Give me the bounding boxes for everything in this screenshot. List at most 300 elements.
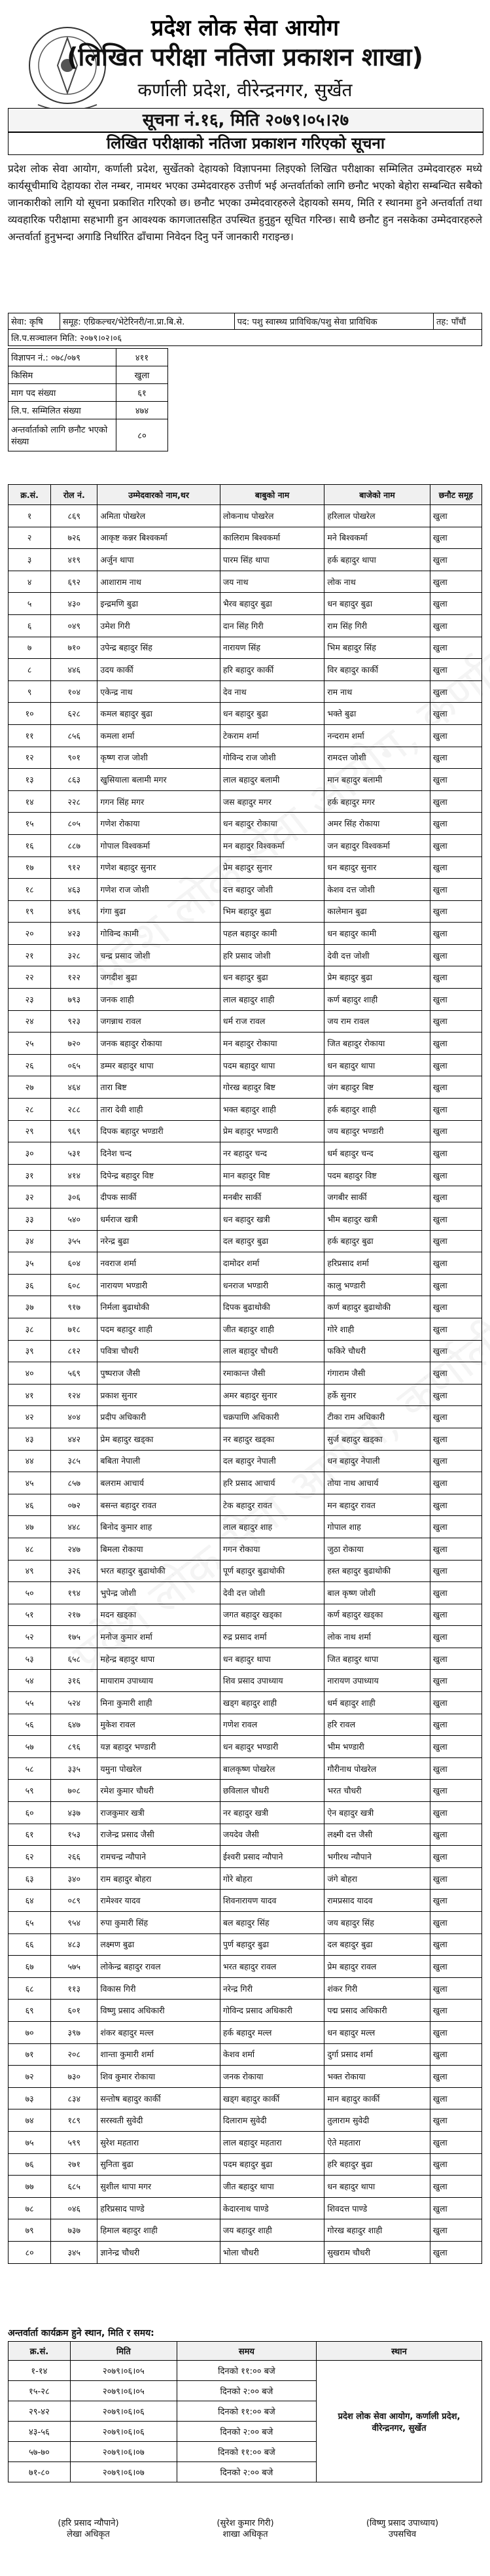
table-row: [9, 2197, 482, 2219]
table-cell: देवी दत्त जोशी: [220, 1582, 324, 1604]
table-row: [9, 1846, 482, 1868]
table-cell: पदम बहादुर थापा: [220, 1054, 324, 1076]
table-cell: मन बहादुर विश्वकर्मा: [220, 834, 324, 856]
table-cell: २१: [9, 944, 51, 966]
table-cell: कमल बहादुर बुढा: [97, 703, 220, 725]
schedule-cell: २०७९।०६।०५: [70, 2381, 177, 2401]
table-row: [9, 879, 482, 901]
table-cell: हरि प्रसाद आचार्य: [220, 1472, 324, 1494]
table-cell: ४८३: [51, 1933, 97, 1956]
table-cell: ४८: [9, 1538, 51, 1560]
table-cell: रामदत्त जोशी: [324, 747, 430, 769]
table-cell: ५३: [9, 1648, 51, 1670]
table-cell: हस्त बहादुर बुढाथोकी: [324, 1560, 430, 1582]
table-cell: दिपेन्द्र बहादुर विष्ट: [97, 1164, 220, 1186]
table-cell: एकेन्द्र नाथ: [97, 680, 220, 703]
table-cell: दुर्गा प्रसाद शर्मा: [324, 2043, 430, 2066]
table-cell: १२४: [51, 1384, 97, 1406]
table-cell: ७९३: [51, 989, 97, 1011]
table-cell: १०४: [51, 680, 97, 703]
signer-name: (सुरेश कुमार गिरी): [217, 2518, 274, 2528]
table-cell: ५२: [9, 1626, 51, 1648]
table-cell: ९६९: [51, 1120, 97, 1142]
schedule-cell: २०७९।०६।०७: [70, 2462, 177, 2482]
table-cell: ८: [9, 659, 51, 681]
table-cell: ८१२: [51, 1340, 97, 1362]
table-cell: कर्ण बहादुर खड्का: [324, 1604, 430, 1626]
table-cell: ६४७: [51, 1714, 97, 1736]
table-cell: खुला: [430, 1867, 481, 1890]
table-row: [9, 1318, 482, 1340]
table-row: [9, 2043, 482, 2066]
table-cell: केशव दत्त जोशी: [324, 879, 430, 901]
table-cell: कमला शर्मा: [97, 724, 220, 747]
table-cell: नारायण सिंह: [220, 637, 324, 659]
table-row: [9, 614, 482, 637]
table-cell: हरि प्रसाद जोशी: [220, 944, 324, 966]
table-cell: नारायण उपाध्याय: [324, 1670, 430, 1692]
table-cell: दल बहादुर बुढा: [324, 1933, 430, 1956]
table-cell: शिव कुमार रोकाया: [97, 2066, 220, 2088]
table-row: [9, 944, 482, 966]
table-cell: जयदेव जैसी: [220, 1824, 324, 1846]
table-cell: गोविन्द प्रसाद अधिकारी: [220, 2000, 324, 2022]
column-header: क्र.सं.: [9, 485, 51, 505]
table-cell: शिवनारायण यादव: [220, 1890, 324, 1912]
table-cell: खुला: [430, 659, 481, 681]
exam-info-table: [8, 313, 482, 346]
table-cell: खुला: [430, 1186, 481, 1209]
table-cell: ६०१: [51, 2000, 97, 2022]
table-cell: सुनिता बुढा: [97, 2153, 220, 2176]
table-cell: ७४: [9, 2109, 51, 2132]
notice-title: लिखित परीक्षाको नतिजा प्रकाशन गरिएको सूचना: [8, 132, 483, 155]
table-cell: ७६: [9, 2153, 51, 2176]
table-cell: बलराम आचार्य: [97, 1472, 220, 1494]
table-cell: ३२८: [51, 944, 97, 966]
table-cell: ३: [9, 549, 51, 571]
table-cell: १: [9, 505, 51, 527]
table-cell: ४०४: [51, 1406, 97, 1428]
table-cell: ६५८: [51, 1648, 97, 1670]
table-cell: गोरख बहादुर बिष्ट: [220, 1076, 324, 1099]
table-cell: मुकेश रावल: [97, 1714, 220, 1736]
table-cell: धन बहादुर बुढा: [220, 966, 324, 989]
table-row: [9, 2066, 482, 2088]
table-cell: खड्ग बहादुर शाही: [220, 1692, 324, 1714]
table-cell: खुला: [430, 1538, 481, 1560]
table-cell: जनक रोकाया: [220, 2066, 324, 2088]
table-cell: भुपेन्द्र जोशी: [97, 1582, 220, 1604]
table-cell: यमुना पोखरेल: [97, 1757, 220, 1780]
table-cell: देवी दत्त जोशी: [324, 944, 430, 966]
table-cell: नर बहादुर चन्द: [220, 1142, 324, 1165]
table-cell: शिवदत्त पाण्डे: [324, 2197, 430, 2219]
table-cell: खुला: [430, 1032, 481, 1055]
table-cell: धन बहादुर नेपाली: [324, 1450, 430, 1472]
table-cell: खुला: [430, 1956, 481, 1978]
table-cell: ६२८: [51, 703, 97, 725]
table-cell: गणेश राज जोशी: [97, 879, 220, 901]
table-row: [9, 1209, 482, 1231]
table-cell: सन्तोष बहादुर कार्की: [97, 2087, 220, 2109]
table-row: [9, 1186, 482, 1209]
table-cell: लक्ष्मी दत्त जैसी: [324, 1824, 430, 1846]
table-cell: पारम सिंह थापा: [220, 549, 324, 571]
table-cell: लाल बहादुर बलामी: [220, 769, 324, 791]
table-cell: नारायण भण्डारी: [97, 1274, 220, 1296]
table-cell: भिम बहादुर सिंह: [324, 637, 430, 659]
signer-name: (विष्णु प्रसाद उपाध्याय): [366, 2518, 439, 2528]
table-row: [9, 1274, 482, 1296]
table-cell: खुला: [430, 2197, 481, 2219]
table-row: [9, 2087, 482, 2109]
table-cell: सुखराम चौधरी: [324, 2241, 430, 2263]
table-cell: खुला: [430, 527, 481, 549]
table-cell: मायाराम उपाध्याय: [97, 1670, 220, 1692]
table-cell: प्रदीप अधिकारी: [97, 1406, 220, 1428]
table-row: [9, 747, 482, 769]
summary-label: अन्तर्वार्ताको लागि छनौट भएको संख्या: [9, 419, 116, 451]
table-row: [9, 1164, 482, 1186]
table-cell: ४१: [9, 1384, 51, 1406]
table-row: [9, 834, 482, 856]
table-cell: ३९: [9, 1340, 51, 1362]
table-cell: खुला: [430, 769, 481, 791]
column-header: उम्मेदवारको नाम,थर: [97, 485, 220, 505]
table-cell: २५: [9, 1032, 51, 1055]
table-cell: खुला: [430, 989, 481, 1011]
schedule-cell: १-१४: [9, 2361, 71, 2381]
table-row: [9, 989, 482, 1011]
table-cell: निर्मला बुढाथोकी: [97, 1296, 220, 1318]
table-cell: २०८: [51, 2043, 97, 2066]
table-row: [9, 1494, 482, 1516]
table-cell: खुला: [430, 1736, 481, 1758]
table-cell: खुला: [430, 1274, 481, 1296]
table-row: [9, 1670, 482, 1692]
table-row: [9, 703, 482, 725]
table-cell: बिनोद कुमार शाह: [97, 1516, 220, 1538]
table-row: [9, 1736, 482, 1758]
table-cell: डम्मर बहादुर थापा: [97, 1054, 220, 1076]
table-cell: चन्द्र प्रसाद जोशी: [97, 944, 220, 966]
table-cell: ४४६: [51, 659, 97, 681]
table-row: [9, 1692, 482, 1714]
table-cell: अमर बहादुर सुनार: [220, 1384, 324, 1406]
table-cell: १७: [9, 856, 51, 879]
table-row: [9, 571, 482, 593]
table-cell: रमेश कुमार चौधरी: [97, 1780, 220, 1802]
table-cell: ९२३: [51, 1010, 97, 1032]
table-cell: जय राम रावल: [324, 1010, 430, 1032]
table-cell: गौरीनाथ पोखरेल: [324, 1757, 430, 1780]
table-cell: प्रेम बहादुर बुढा: [324, 966, 430, 989]
table-cell: भरत बहादुर बुढाथोकी: [97, 1560, 220, 1582]
table-cell: खुला: [430, 1802, 481, 1824]
table-cell: खुला: [430, 1472, 481, 1494]
table-cell: १४: [9, 790, 51, 813]
table-cell: खुला: [430, 2219, 481, 2242]
table-cell: ८८७: [51, 834, 97, 856]
table-cell: ७८: [9, 2197, 51, 2219]
table-cell: गंगा बुढा: [97, 900, 220, 923]
table-cell: ३०६: [51, 1186, 97, 1209]
table-cell: धन बहादुर मल्ल: [324, 2021, 430, 2043]
table-cell: पुष्पराज जैसी: [97, 1362, 220, 1385]
table-cell: पदम बहादुर बुढा: [220, 2153, 324, 2176]
table-row: [9, 1010, 482, 1032]
table-cell: यज्ञ बहादुर भण्डारी: [97, 1736, 220, 1758]
schedule-cell: २९-४२: [9, 2401, 71, 2422]
written-date-cell: लि.प.सञ्चालन मिति: २०७९।०२।०६: [9, 330, 482, 346]
table-cell: खुला: [430, 834, 481, 856]
table-cell: हरिप्रसाद शर्मा: [324, 1252, 430, 1275]
signature-block: [13, 2518, 164, 2540]
table-cell: विकास गिरी: [97, 1977, 220, 2000]
table-cell: खुला: [430, 813, 481, 835]
table-cell: खुला: [430, 1450, 481, 1472]
table-cell: जंगे बोहरा: [324, 1867, 430, 1890]
table-cell: टेक बहादुर रावत: [220, 1494, 324, 1516]
table-cell: खुला: [430, 1560, 481, 1582]
table-cell: ३२६: [51, 1560, 97, 1582]
table-cell: प्रेम बहादुर भण्डारी: [220, 1120, 324, 1142]
table-cell: आशाराम नाथ: [97, 571, 220, 593]
table-row: [9, 1780, 482, 1802]
table-cell: ऐन बहादुर खत्री: [324, 1802, 430, 1824]
table-cell: धन बहादुर थापा: [220, 1648, 324, 1670]
table-cell: ५४०: [51, 1209, 97, 1231]
table-cell: ७३७: [51, 2219, 97, 2242]
summary-table: [8, 348, 168, 451]
table-cell: ४२३: [51, 923, 97, 945]
table-cell: खुला: [430, 1516, 481, 1538]
table-cell: तारा देवी शाही: [97, 1099, 220, 1121]
table-cell: २६६: [51, 1846, 97, 1868]
table-cell: ८६९: [51, 505, 97, 527]
table-cell: १९४: [51, 1582, 97, 1604]
table-cell: अमिता पोखरेल: [97, 505, 220, 527]
table-cell: लाल बहादुर महतारा: [220, 2131, 324, 2153]
table-cell: दल बहादुर नेपाली: [220, 1450, 324, 1472]
table-cell: ११३: [51, 1977, 97, 2000]
table-cell: खड्ग बहादुर कार्की: [220, 2087, 324, 2109]
table-cell: खुला: [430, 703, 481, 725]
table-cell: राम नाथ: [324, 680, 430, 703]
table-cell: ३४०: [51, 1867, 97, 1890]
table-cell: ११: [9, 724, 51, 747]
table-cell: ६०४: [51, 1252, 97, 1275]
table-cell: ९०१: [51, 747, 97, 769]
signature-block: [327, 2518, 478, 2540]
table-cell: ६९: [9, 2000, 51, 2022]
table-cell: कर्ण बहादुर शाही: [324, 989, 430, 1011]
table-cell: दिपक बुढाथोकी: [220, 1296, 324, 1318]
table-cell: भोला चौधरी: [220, 2241, 324, 2263]
table-cell: खुला: [430, 724, 481, 747]
table-cell: लाल बहादुर शाही: [220, 989, 324, 1011]
table-cell: ०७२: [51, 1494, 97, 1516]
table-cell: खुला: [430, 2153, 481, 2176]
table-cell: गोरे शाही: [324, 1318, 430, 1340]
table-row: [9, 1296, 482, 1318]
table-cell: ४४: [9, 1450, 51, 1472]
table-row: [9, 1428, 482, 1450]
table-cell: ४९६: [51, 900, 97, 923]
table-cell: ८०५: [51, 813, 97, 835]
table-cell: नन्दराम शर्मा: [324, 724, 430, 747]
table-cell: ईश्वरी प्रसाद न्यौपाने: [220, 1846, 324, 1868]
table-cell: २८: [9, 1099, 51, 1121]
table-cell: विष्णु प्रसाद अधिकारी: [97, 2000, 220, 2022]
table-cell: बल बहादुर सिंह: [220, 1912, 324, 1934]
table-cell: ६३: [9, 1867, 51, 1890]
table-cell: ४१४: [51, 1164, 97, 1186]
table-cell: केशव शर्मा: [220, 2043, 324, 2066]
table-row: [9, 1230, 482, 1252]
table-cell: खुला: [430, 571, 481, 593]
table-cell: प्रेम बहादुर सुनार: [220, 856, 324, 879]
table-row: [9, 1054, 482, 1076]
table-row: [9, 2219, 482, 2242]
table-row: [9, 1406, 482, 1428]
table-cell: २४७: [51, 1538, 97, 1560]
group-cell: समूह: एग्रिकल्चर/भेटेरिनरी/ना.प्रा.बि.से.: [60, 313, 234, 330]
table-cell: ६९२: [51, 571, 97, 593]
table-row: [9, 1757, 482, 1780]
table-cell: हर्क बहादुर बुढा: [324, 1230, 430, 1252]
table-cell: ७२०: [51, 1032, 97, 1055]
table-row: [9, 1626, 482, 1648]
table-cell: धन बहादुर कामी: [324, 923, 430, 945]
table-row: [9, 1120, 482, 1142]
table-cell: सुशील थापा मगर: [97, 2176, 220, 2198]
table-cell: ८९६: [51, 1736, 97, 1758]
schedule-cell: दिनको ११:०० बजे: [177, 2361, 316, 2381]
table-row: [9, 1340, 482, 1362]
table-cell: ७७: [9, 2176, 51, 2198]
table-cell: खुसियाला बलामी मगर: [97, 769, 220, 791]
table-cell: राजेन्द्र प्रसाद जैसी: [97, 1824, 220, 1846]
schedule-cell: ७१-८०: [9, 2462, 71, 2482]
table-cell: २१७: [51, 1604, 97, 1626]
table-cell: हरिलाल पोखरेल: [324, 505, 430, 527]
schedule-header: समय: [177, 2342, 316, 2361]
table-cell: हरिप्रसाद पाण्डे: [97, 2197, 220, 2219]
table-cell: ६४: [9, 1890, 51, 1912]
table-cell: नर बहादुर खड्का: [220, 1428, 324, 1450]
service-cell: सेवा: कृषि: [9, 313, 60, 330]
table-cell: गंगाराम जैसी: [324, 1362, 430, 1385]
table-cell: ५९: [9, 1780, 51, 1802]
table-cell: खुला: [430, 1230, 481, 1252]
table-row: [9, 1538, 482, 1560]
table-row: [9, 1252, 482, 1275]
table-cell: जय बहादुर भण्डारी: [324, 1120, 430, 1142]
schedule-cell: १५-२८: [9, 2381, 71, 2401]
table-cell: मनबीर सार्की: [220, 1186, 324, 1209]
intro-paragraph: प्रदेश लोक सेवा आयोग, कर्णाली प्रदेश, सुर्खेतको देहायको विज्ञापनमा लिइएको लिखित परीक्षाका सम्मिलित उम्मेदवारहरु मध्ये कार्यसूचीमाथि देहायका रोल नम्बर, नामथर भएका उम्मेदवारहरु उत्तीर्ण भई अन्तर्वार्ताको लागि छनौट भएको बेहोरा सम्बन्धित सबैको जानकारीको लागि यो सूचना प्रकाशित गरिएको छ। छनौट भएका उम्मेदवारहरुले देहायको समय, मिति र स्थानमा हुने अन्तर्वार्ता तथा व्यवहारिक परीक्षामा सहभागी हुन आवश्यक कागजातसहित उपस्थित हुनुहुन सूचित गरिन्छ। साथै छनौट हुन नसकेका उम्मेदवारहरुले अन्तर्वार्ता हुनुभन्दा अगाडि निर्धारित ढाँचामा निवेदन दिनु पर्ने जानकारी गराइन्छ।: [8, 163, 482, 243]
table-row: [9, 2109, 482, 2132]
table-cell: हर्क बहादुर मल्ल: [220, 2021, 324, 2043]
notice-number: सूचना नं.१६, मिति २०७९।०५।२७: [8, 108, 483, 133]
table-cell: चक्रपाणि अधिकारी: [220, 1406, 324, 1428]
table-cell: जन बहादुर विश्वकर्मा: [324, 834, 430, 856]
table-row: [9, 1076, 482, 1099]
table-cell: ३२: [9, 1186, 51, 1209]
table-cell: ऐते महतारा: [324, 2131, 430, 2153]
table-cell: ३१: [9, 1164, 51, 1186]
table-row: [9, 1977, 482, 2000]
table-cell: खुला: [430, 900, 481, 923]
table-cell: १२२: [51, 966, 97, 989]
table-cell: ५५: [9, 1692, 51, 1714]
table-cell: धन बहादुर खत्री: [220, 1209, 324, 1231]
table-cell: ६०: [9, 1802, 51, 1824]
table-cell: हर्क बहादुर मगर: [324, 790, 430, 813]
table-cell: अर्जुन थापा: [97, 549, 220, 571]
table-cell: ७५: [9, 2131, 51, 2153]
table-cell: ४३७: [51, 1802, 97, 1824]
table-row: [9, 2176, 482, 2198]
table-cell: शंकर बहादुर मल्ल: [97, 2021, 220, 2043]
table-cell: लोक नाथ शर्मा: [324, 1626, 430, 1648]
table-cell: खुला: [430, 549, 481, 571]
table-cell: ४०: [9, 1362, 51, 1385]
table-cell: खुला: [430, 1362, 481, 1385]
table-cell: गणेश रावल: [220, 1714, 324, 1736]
table-cell: ३८५: [51, 1450, 97, 1472]
table-cell: प्रकाश सुनार: [97, 1384, 220, 1406]
schedule-cell: दिनको ११:०० बजे: [177, 2401, 316, 2422]
table-cell: ३७: [9, 1296, 51, 1318]
table-cell: हर्क बहादुर शाही: [324, 1099, 430, 1121]
table-cell: ४५: [9, 1472, 51, 1494]
table-cell: जित बहादुर थापा: [324, 1648, 430, 1670]
schedule-cell: दिनको २:०० बजे: [177, 2381, 316, 2401]
table-cell: ३०: [9, 1142, 51, 1165]
table-cell: खुला: [430, 1670, 481, 1692]
table-cell: दत्त बहादुर जोशी: [220, 879, 324, 901]
table-cell: १५: [9, 813, 51, 835]
table-cell: ३८: [9, 1318, 51, 1340]
table-cell: इन्द्रमणि बुढा: [97, 593, 220, 615]
table-cell: खुला: [430, 1142, 481, 1165]
table-row: [9, 527, 482, 549]
table-cell: ०६५: [51, 1054, 97, 1076]
table-cell: ५०: [9, 1582, 51, 1604]
column-header: रोल नं.: [51, 485, 97, 505]
table-cell: जय बहादुर सिंह: [324, 1912, 430, 1934]
table-cell: कर्ण बहादुर बुढाथोकी: [324, 1296, 430, 1318]
table-cell: हरि रावल: [324, 1714, 430, 1736]
table-cell: पदम बहादुर विष्ट: [324, 1164, 430, 1186]
table-cell: ६५: [9, 1912, 51, 1934]
table-cell: तोया नाथ आचार्य: [324, 1472, 430, 1494]
table-cell: पद्म प्रसाद अधिकारी: [324, 2000, 430, 2022]
table-cell: नवराज शर्मा: [97, 1252, 220, 1275]
table-cell: दीपक सार्की: [97, 1186, 220, 1209]
table-cell: भक्त रोकाया: [324, 2066, 430, 2088]
table-cell: मने बिश्वकर्मा: [324, 527, 430, 549]
table-row: [9, 1802, 482, 1824]
table-cell: उमेश गिरी: [97, 614, 220, 637]
table-cell: ५: [9, 593, 51, 615]
table-row: [9, 680, 482, 703]
table-cell: रुद्र प्रसाद शर्मा: [220, 1626, 324, 1648]
table-cell: ३५५: [51, 1230, 97, 1252]
